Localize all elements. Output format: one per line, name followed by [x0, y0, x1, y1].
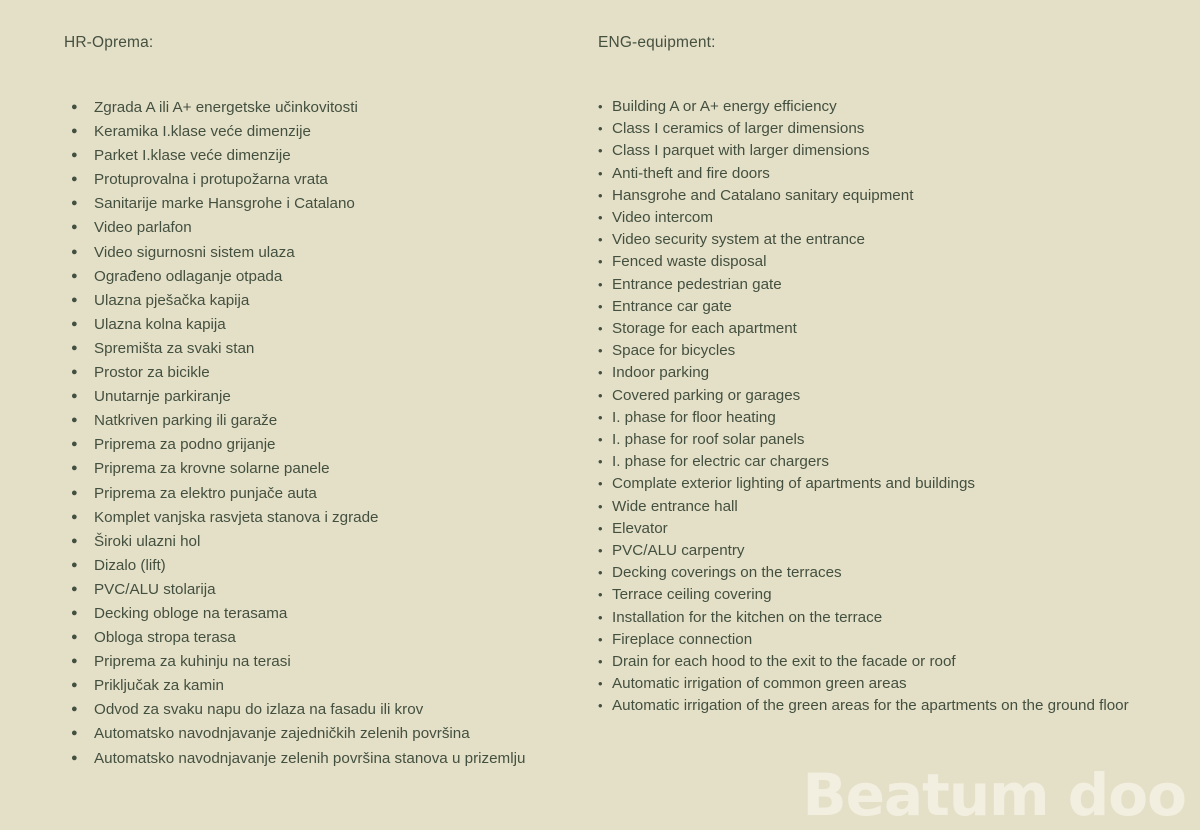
bullet-icon: • [598, 565, 603, 581]
list-item [64, 289, 564, 312]
list-item [64, 192, 564, 215]
bullet-icon: • [598, 587, 603, 603]
bullet-icon: • [598, 232, 603, 248]
bullet-icon: ● [71, 631, 78, 644]
bullet-icon: • [598, 343, 603, 359]
list-item [64, 433, 564, 456]
bullet-icon: • [598, 143, 603, 159]
list-item-label: Sanitarije marke Hansgrohe i Catalano [94, 195, 355, 213]
hr-column-heading: HR-Oprema: [64, 34, 154, 51]
list-item-label: Priprema za podno grijanje [94, 436, 276, 454]
bullet-icon: ● [71, 317, 78, 330]
list-item [64, 120, 564, 143]
list-item [64, 96, 564, 119]
list-item [598, 651, 1188, 673]
list-item [598, 451, 1188, 473]
list-item-label: Entrance pedestrian gate [612, 275, 782, 293]
watermark-logo: Beatum doo [802, 761, 1186, 829]
bullet-icon: ● [71, 582, 78, 595]
list-item-label: I. phase for floor heating [612, 408, 776, 426]
list-item-label: I. phase for electric car chargers [612, 453, 829, 471]
list-item-label: Dizalo (lift) [94, 556, 166, 574]
bullet-icon: ● [71, 101, 78, 113]
list-item [598, 496, 1188, 518]
list-item-label: Fenced waste disposal [612, 253, 767, 271]
list-item-label: Keramika I.klase veće dimenzije [94, 123, 311, 141]
bullet-icon: ● [71, 269, 78, 282]
list-item [598, 584, 1188, 606]
list-item-label: Natkriven parking ili garaže [94, 412, 278, 430]
list-item [64, 722, 564, 745]
list-item [598, 340, 1188, 362]
eng-equipment-column [598, 34, 1188, 718]
list-item-label: Video parlafon [94, 219, 192, 237]
bullet-icon: • [598, 321, 603, 337]
list-item [598, 518, 1188, 540]
list-item [64, 578, 564, 601]
list-item-label: Storage for each apartment [612, 320, 797, 338]
bullet-icon: • [598, 631, 603, 647]
bullet-icon: ● [71, 149, 78, 162]
list-item [598, 96, 1188, 118]
list-item [64, 506, 564, 529]
list-item-label: Priprema za krovne solarne panele [94, 460, 330, 478]
list-item [598, 296, 1188, 318]
list-item-label: Automatsko navodnjavanje zelenih površina stanova u prizemlju [94, 749, 526, 767]
list-item [64, 602, 564, 625]
list-item [598, 629, 1188, 651]
list-item-label: Fireplace connection [612, 630, 753, 648]
list-item [598, 695, 1188, 717]
list-item [598, 274, 1188, 296]
list-item-label: Automatsko navodnjavanje zajedničkih zelenih površina [94, 725, 470, 743]
list-item [64, 361, 564, 384]
list-item-label: Protuprovalna i protupožarna vrata [94, 171, 328, 189]
list-item [598, 673, 1188, 695]
bullet-icon: • [598, 121, 603, 137]
bullet-icon: • [598, 99, 603, 114]
list-item-label: Široki ulazni hol [94, 532, 201, 550]
bullet-icon: ● [71, 510, 78, 523]
list-item [598, 362, 1188, 384]
list-item-label: Ulazna pješačka kapija [94, 291, 250, 309]
bullet-icon: • [598, 254, 603, 270]
list-item [64, 530, 564, 553]
list-item-label: Parket I.klase veće dimenzije [94, 147, 291, 165]
list-item-label: Covered parking or garages [612, 386, 801, 404]
bullet-icon: • [598, 498, 603, 514]
list-item [64, 698, 564, 721]
list-item-label: Elevator [612, 519, 668, 537]
bullet-icon: • [598, 276, 603, 292]
bullet-icon: • [598, 676, 603, 692]
list-item [64, 337, 564, 360]
list-item-label: Drain for each hood to the exit to the facade or roof [612, 653, 956, 671]
list-item [598, 562, 1188, 584]
list-item-label: Class I ceramics of larger dimensions [612, 120, 865, 138]
list-item-label: Class I parquet with larger dimensions [612, 142, 870, 160]
list-item-label: Decking coverings on the terraces [612, 564, 842, 582]
bullet-icon: • [598, 609, 603, 625]
list-item-label: Odvod za svaku napu do izlaza na fasadu ili krov [94, 701, 424, 719]
bullet-icon: • [598, 165, 603, 181]
list-item [598, 318, 1188, 340]
list-item [64, 482, 564, 505]
list-item-label: Installation for the kitchen on the terrace [612, 608, 883, 626]
bullet-icon: ● [71, 366, 78, 379]
list-item [598, 163, 1188, 185]
eng-column-heading: ENG-equipment: [598, 34, 716, 51]
list-item-label: Zgrada A ili A+ energetske učinkovitosti [94, 99, 358, 116]
bullet-icon: • [598, 187, 603, 203]
bullet-icon: ● [71, 414, 78, 427]
bullet-icon: • [598, 476, 603, 492]
list-item [598, 607, 1188, 629]
list-item-label: Ograđeno odlaganje otpada [94, 267, 283, 285]
list-item-label: Decking obloge na terasama [94, 604, 288, 622]
list-item-label: Space for bicycles [612, 342, 736, 360]
list-item [598, 473, 1188, 495]
bullet-icon: ● [71, 655, 78, 668]
list-item [598, 540, 1188, 562]
list-item [598, 385, 1188, 407]
list-item-label: Priključak za kamin [94, 677, 224, 695]
list-item-label: Anti-theft and fire doors [612, 164, 770, 182]
bullet-icon: ● [71, 125, 78, 138]
bullet-icon: ● [71, 341, 78, 354]
list-item [598, 251, 1188, 273]
list-item-label: Obloga stropa terasa [94, 629, 236, 647]
bullet-icon: ● [71, 486, 78, 499]
bullet-icon: • [598, 454, 603, 470]
list-item [64, 650, 564, 673]
list-item [64, 313, 564, 336]
list-item [64, 216, 564, 239]
bullet-icon: • [598, 365, 603, 381]
list-item [64, 144, 564, 167]
bullet-icon: ● [71, 751, 78, 764]
list-item-label: Unutarnje parkiranje [94, 388, 231, 406]
bullet-icon: ● [71, 221, 78, 234]
list-item-label: Automatic irrigation of the green areas for the apartments on the ground floor [612, 697, 1129, 715]
list-item [64, 747, 564, 770]
bullet-icon: ● [71, 173, 78, 186]
list-item-label: Video intercom [612, 209, 714, 227]
list-item-label: Building A or A+ energy efficiency [612, 98, 837, 115]
list-item-label: Terrace ceiling covering [612, 586, 772, 604]
list-item-label: Hansgrohe and Catalano sanitary equipment [612, 186, 914, 204]
list-item [64, 554, 564, 577]
bullet-icon: ● [71, 390, 78, 403]
bullet-icon: ● [71, 197, 78, 210]
bullet-icon: • [598, 654, 603, 670]
list-item-label: Entrance car gate [612, 297, 732, 315]
bullet-icon: ● [71, 703, 78, 716]
list-item-label: Wide entrance hall [612, 497, 738, 515]
list-item [598, 407, 1188, 429]
hr-equipment-column [64, 34, 564, 771]
bullet-icon: ● [71, 245, 78, 258]
list-item-label: Prostor za bicikle [94, 364, 210, 382]
list-item [598, 429, 1188, 451]
list-item-label: Video sigurnosni sistem ulaza [94, 243, 295, 261]
bullet-icon: • [598, 543, 603, 559]
bullet-icon: • [598, 298, 603, 314]
bullet-icon: • [598, 520, 603, 536]
list-item-label: Indoor parking [612, 364, 710, 382]
list-item-label: Ulazna kolna kapija [94, 315, 226, 333]
hr-equipment-list [64, 96, 564, 770]
list-item-label: Automatic irrigation of common green areas [612, 675, 907, 693]
list-item [598, 118, 1188, 140]
bullet-icon: ● [71, 462, 78, 475]
list-item [598, 140, 1188, 162]
list-item-label: Video security system at the entrance [612, 231, 865, 249]
list-item-label: PVC/ALU carpentry [612, 542, 745, 560]
list-item [64, 385, 564, 408]
list-item-label: PVC/ALU stolarija [94, 580, 216, 598]
bullet-icon: • [598, 432, 603, 448]
list-item [64, 626, 564, 649]
list-item [64, 674, 564, 697]
list-item [64, 168, 564, 191]
bullet-icon: ● [71, 293, 78, 306]
list-item-label: Priprema za elektro punjače auta [94, 484, 317, 502]
bullet-icon: ● [71, 438, 78, 451]
bullet-icon: ● [71, 727, 78, 740]
list-item-label: Priprema za kuhinju na terasi [94, 653, 291, 671]
bullet-icon: • [598, 387, 603, 403]
bullet-icon: • [598, 210, 603, 226]
list-item-label: Komplet vanjska rasvjeta stanova i zgrade [94, 508, 379, 526]
list-item [598, 229, 1188, 251]
bullet-icon: • [598, 409, 603, 425]
eng-equipment-list [598, 96, 1188, 718]
list-item [64, 241, 564, 264]
bullet-icon: ● [71, 558, 78, 571]
list-item-label: Spremišta za svaki stan [94, 339, 255, 357]
bullet-icon: ● [71, 679, 78, 692]
bullet-icon: ● [71, 534, 78, 547]
list-item [598, 207, 1188, 229]
bullet-icon: • [598, 698, 603, 714]
list-item-label: Complate exterior lighting of apartments and buildings [612, 475, 976, 493]
list-item [64, 265, 564, 288]
list-item [64, 457, 564, 480]
bullet-icon: ● [71, 606, 78, 619]
list-item-label: I. phase for roof solar panels [612, 431, 805, 449]
list-item [598, 185, 1188, 207]
list-item [64, 409, 564, 432]
